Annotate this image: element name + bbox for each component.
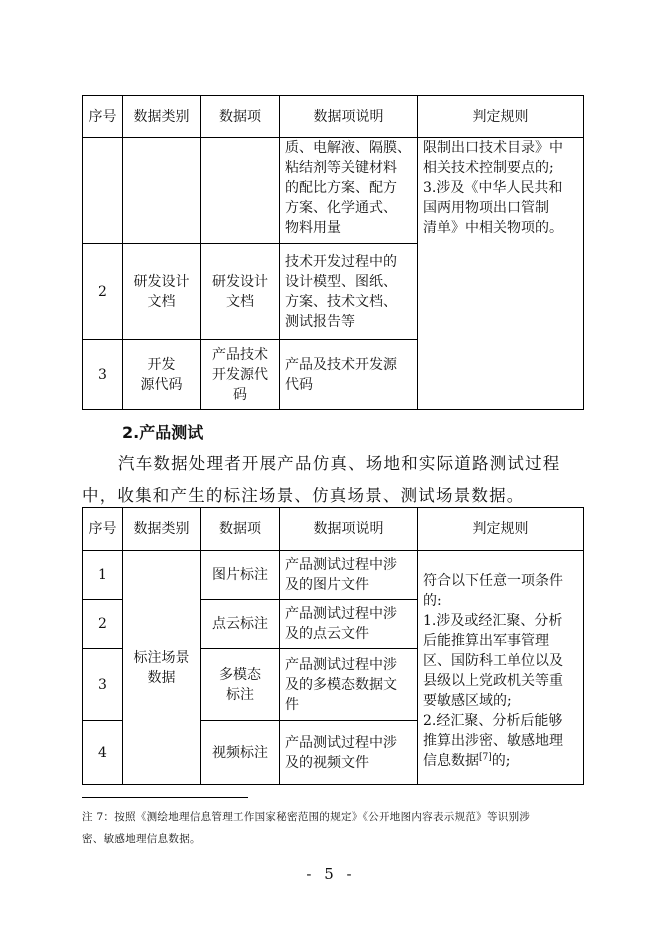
- desc-line: 产品测试过程中涉: [285, 606, 397, 622]
- footnote-line: 注 7：按照《测绘地理信息管理工作国家秘密范围的规定》《公开地图内容表示规范》等识别涉: [82, 811, 531, 823]
- cell-no: 4: [83, 721, 123, 785]
- cell-item: [201, 244, 280, 340]
- rule-line: 国两用物项出口管制: [423, 200, 549, 216]
- desc-line: 设计模型、图纸、: [285, 273, 397, 290]
- cell-description: [280, 244, 418, 340]
- desc-line: 代码: [285, 376, 313, 393]
- desc-line: 及的点云文件: [285, 626, 369, 642]
- header-category: 数据类别: [123, 508, 201, 551]
- item-line: 码: [233, 386, 247, 403]
- footnote-divider: [82, 797, 248, 798]
- table-2: [82, 507, 584, 785]
- desc-line: 产品测试过程中涉: [285, 734, 397, 751]
- desc-line: 方案、技术文档、: [285, 293, 397, 310]
- desc-line: 物料用量: [285, 220, 341, 236]
- cell-item: [201, 138, 280, 244]
- cell-item: [201, 649, 280, 721]
- cell-description: [280, 138, 418, 244]
- desc-line: 及的多模态数据文: [285, 676, 397, 693]
- rule-line: 1.涉及或经汇聚、分析: [423, 612, 563, 629]
- cell-item: 点云标注: [201, 600, 280, 649]
- desc-line: 及的视频文件: [285, 754, 369, 771]
- section-title: 2.产品测试: [122, 423, 204, 442]
- item-line: 标注: [226, 686, 254, 703]
- desc-line: 件: [285, 696, 299, 713]
- category-line: 文档: [147, 293, 176, 310]
- section-paragraph: [82, 448, 582, 512]
- rule-text: 的;: [491, 752, 511, 769]
- cell-description: [280, 340, 418, 410]
- item-line: 研发设计: [212, 273, 268, 290]
- rule-line: 2.经汇聚、分析后能够: [423, 712, 563, 729]
- footnote-ref: [7]: [479, 751, 492, 762]
- cell-no: [83, 138, 123, 244]
- page-number: - 5 -: [306, 865, 356, 883]
- desc-line: 方案、化学通式、: [285, 200, 397, 216]
- header-rule: 判定规则: [418, 508, 584, 551]
- header-no: 序号: [83, 96, 123, 138]
- cell-no: 1: [83, 551, 123, 600]
- category-line: 开发: [147, 356, 176, 373]
- cell-no: 2: [83, 600, 123, 649]
- desc-line: 及的图片文件: [285, 577, 369, 593]
- cell-category: [123, 138, 201, 244]
- cell-category: [123, 551, 201, 785]
- desc-line: 产品测试过程中涉: [285, 656, 397, 673]
- category-line: 标注场景: [133, 649, 190, 666]
- cell-rule: [418, 551, 584, 785]
- footnote: [82, 806, 582, 850]
- category-line: 源代码: [140, 376, 183, 393]
- item-line: 文档: [226, 293, 254, 310]
- cell-item: 视频标注: [201, 721, 280, 785]
- item-line: 开发源代: [212, 366, 268, 383]
- rule-line: 3.涉及《中华人民共和: [423, 180, 563, 196]
- desc-line: 质、电解液、隔膜、: [285, 140, 411, 156]
- cell-no: 2: [83, 244, 123, 340]
- desc-line: 的配比方案、配方: [285, 180, 397, 196]
- header-description: 数据项说明: [280, 508, 418, 551]
- cell-category: [123, 244, 201, 340]
- footnote-line: 密、敏感地理信息数据。: [82, 833, 201, 845]
- cell-no: 3: [83, 340, 123, 410]
- rule-line: 的:: [423, 592, 442, 609]
- desc-line: 技术开发过程中的: [285, 253, 397, 270]
- desc-line: 测试报告等: [285, 313, 355, 330]
- cell-rule: [418, 138, 584, 410]
- header-category: 数据类别: [123, 96, 201, 138]
- header-item: 数据项: [201, 96, 280, 138]
- table-header-row: [83, 508, 584, 551]
- table-header-row: [83, 96, 584, 138]
- rule-line: 限制出口技术目录》中: [423, 140, 563, 156]
- rule-text: 信息数据: [423, 752, 479, 769]
- rule-line: [423, 751, 578, 771]
- table-row: [83, 138, 584, 244]
- rule-line: 相关技术控制要点的;: [423, 160, 554, 176]
- rule-line: 符合以下任意一项条件: [423, 572, 563, 589]
- rule-line: 清单》中相关物项的。: [423, 220, 563, 236]
- header-no: 序号: [83, 508, 123, 551]
- cell-description: [280, 600, 418, 649]
- paragraph-line: 汽车数据处理者开展产品仿真、场地和实际道路测试过程: [118, 454, 561, 473]
- cell-item: 图片标注: [201, 551, 280, 600]
- category-line: 数据: [147, 669, 176, 686]
- desc-line: 产品测试过程中涉: [285, 557, 397, 573]
- header-description: 数据项说明: [280, 96, 418, 138]
- header-rule: 判定规则: [418, 96, 584, 138]
- category-line: 研发设计: [133, 273, 190, 290]
- table-row: [83, 551, 584, 600]
- table-1: [82, 95, 584, 410]
- desc-line: 粘结剂等关键材料: [285, 160, 397, 176]
- cell-item: [201, 340, 280, 410]
- cell-description: [280, 649, 418, 721]
- rule-line: 县级以上党政机关等重: [423, 672, 563, 689]
- item-line: 多模态: [219, 666, 261, 683]
- rule-line: 后能推算出军事管理: [423, 632, 549, 649]
- header-item: 数据项: [201, 508, 280, 551]
- cell-category: [123, 340, 201, 410]
- paragraph-line: 中，收集和产生的标注场景、仿真场景、测试场景数据。: [82, 486, 525, 505]
- cell-description: [280, 721, 418, 785]
- cell-no: 3: [83, 649, 123, 721]
- item-line: 产品技术: [212, 346, 268, 363]
- rule-line: 要敏感区域的;: [423, 692, 512, 709]
- rule-line: 推算出涉密、敏感地理: [423, 732, 563, 749]
- desc-line: 产品及技术开发源: [285, 356, 397, 373]
- cell-description: [280, 551, 418, 600]
- rule-line: 区、国防科工单位以及: [423, 652, 563, 669]
